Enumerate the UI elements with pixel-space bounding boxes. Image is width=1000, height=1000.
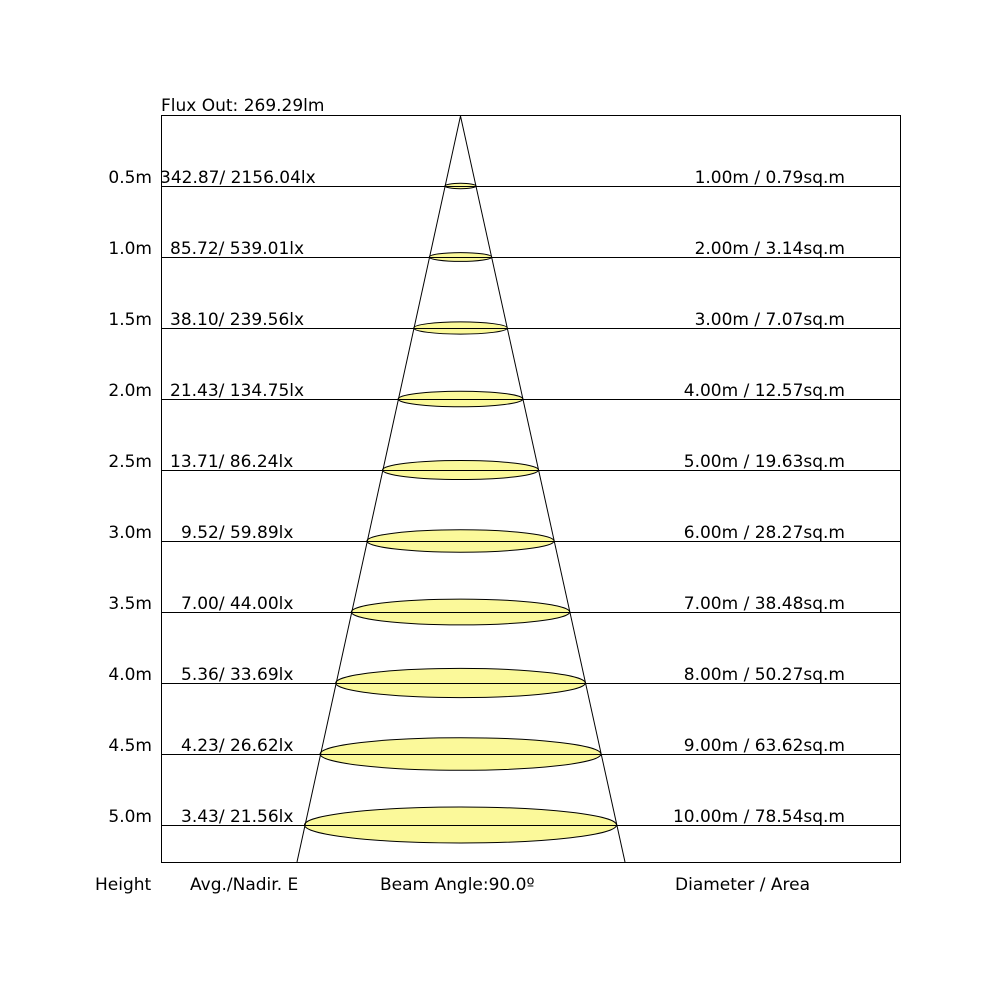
height-label: 5.0m (108, 807, 152, 827)
illuminance-label: 21.43/ 134.75lx (170, 381, 305, 401)
diameter-area-label: 5.00m / 19.63sq.m (683, 452, 845, 472)
illuminance-label: 342.87/ 2156.04lx (160, 168, 316, 188)
height-column-label: Height (95, 875, 152, 895)
height-label: 0.5m (108, 168, 152, 188)
illuminance-label: 9.52/ 59.89lx (181, 523, 294, 543)
height-label: 4.5m (108, 736, 152, 756)
diameter-area-label: 8.00m / 50.27sq.m (683, 665, 845, 685)
height-label: 1.0m (108, 239, 152, 259)
height-label: 3.0m (108, 523, 152, 543)
illuminance-label: 38.10/ 239.56lx (170, 310, 305, 330)
illuminance-label: 85.72/ 539.01lx (170, 239, 305, 259)
flux-out-label: Flux Out: 269.29lm (161, 96, 325, 116)
diameter-area-label: 10.00m / 78.54sq.m (672, 807, 845, 827)
diameter-area-label: 4.00m / 12.57sq.m (683, 381, 845, 401)
height-label: 2.0m (108, 381, 152, 401)
height-label: 3.5m (108, 594, 152, 614)
illuminance-label: 5.36/ 33.69lx (181, 665, 294, 685)
diameter-area-label: 6.00m / 28.27sq.m (683, 523, 845, 543)
illuminance-label: 7.00/ 44.00lx (181, 594, 294, 614)
illuminance-label: 4.23/ 26.62lx (181, 736, 294, 756)
diameter-area-label: 1.00m / 0.79sq.m (694, 168, 845, 188)
avg-nadir-column-label: Avg./Nadir. E (190, 875, 299, 895)
height-label: 1.5m (108, 310, 152, 330)
diameter-area-label: 3.00m / 7.07sq.m (694, 310, 845, 330)
beam-angle-label: Beam Angle:90.0º (380, 875, 535, 895)
height-label: 2.5m (108, 452, 152, 472)
illuminance-label: 13.71/ 86.24lx (170, 452, 294, 472)
diameter-area-label: 7.00m / 38.48sq.m (683, 594, 845, 614)
diameter-area-label: 9.00m / 63.62sq.m (683, 736, 845, 756)
diameter-area-label: 2.00m / 3.14sq.m (694, 239, 845, 259)
illuminance-label: 3.43/ 21.56lx (181, 807, 294, 827)
height-label: 4.0m (108, 665, 152, 685)
diameter-area-column-label: Diameter / Area (675, 875, 811, 895)
